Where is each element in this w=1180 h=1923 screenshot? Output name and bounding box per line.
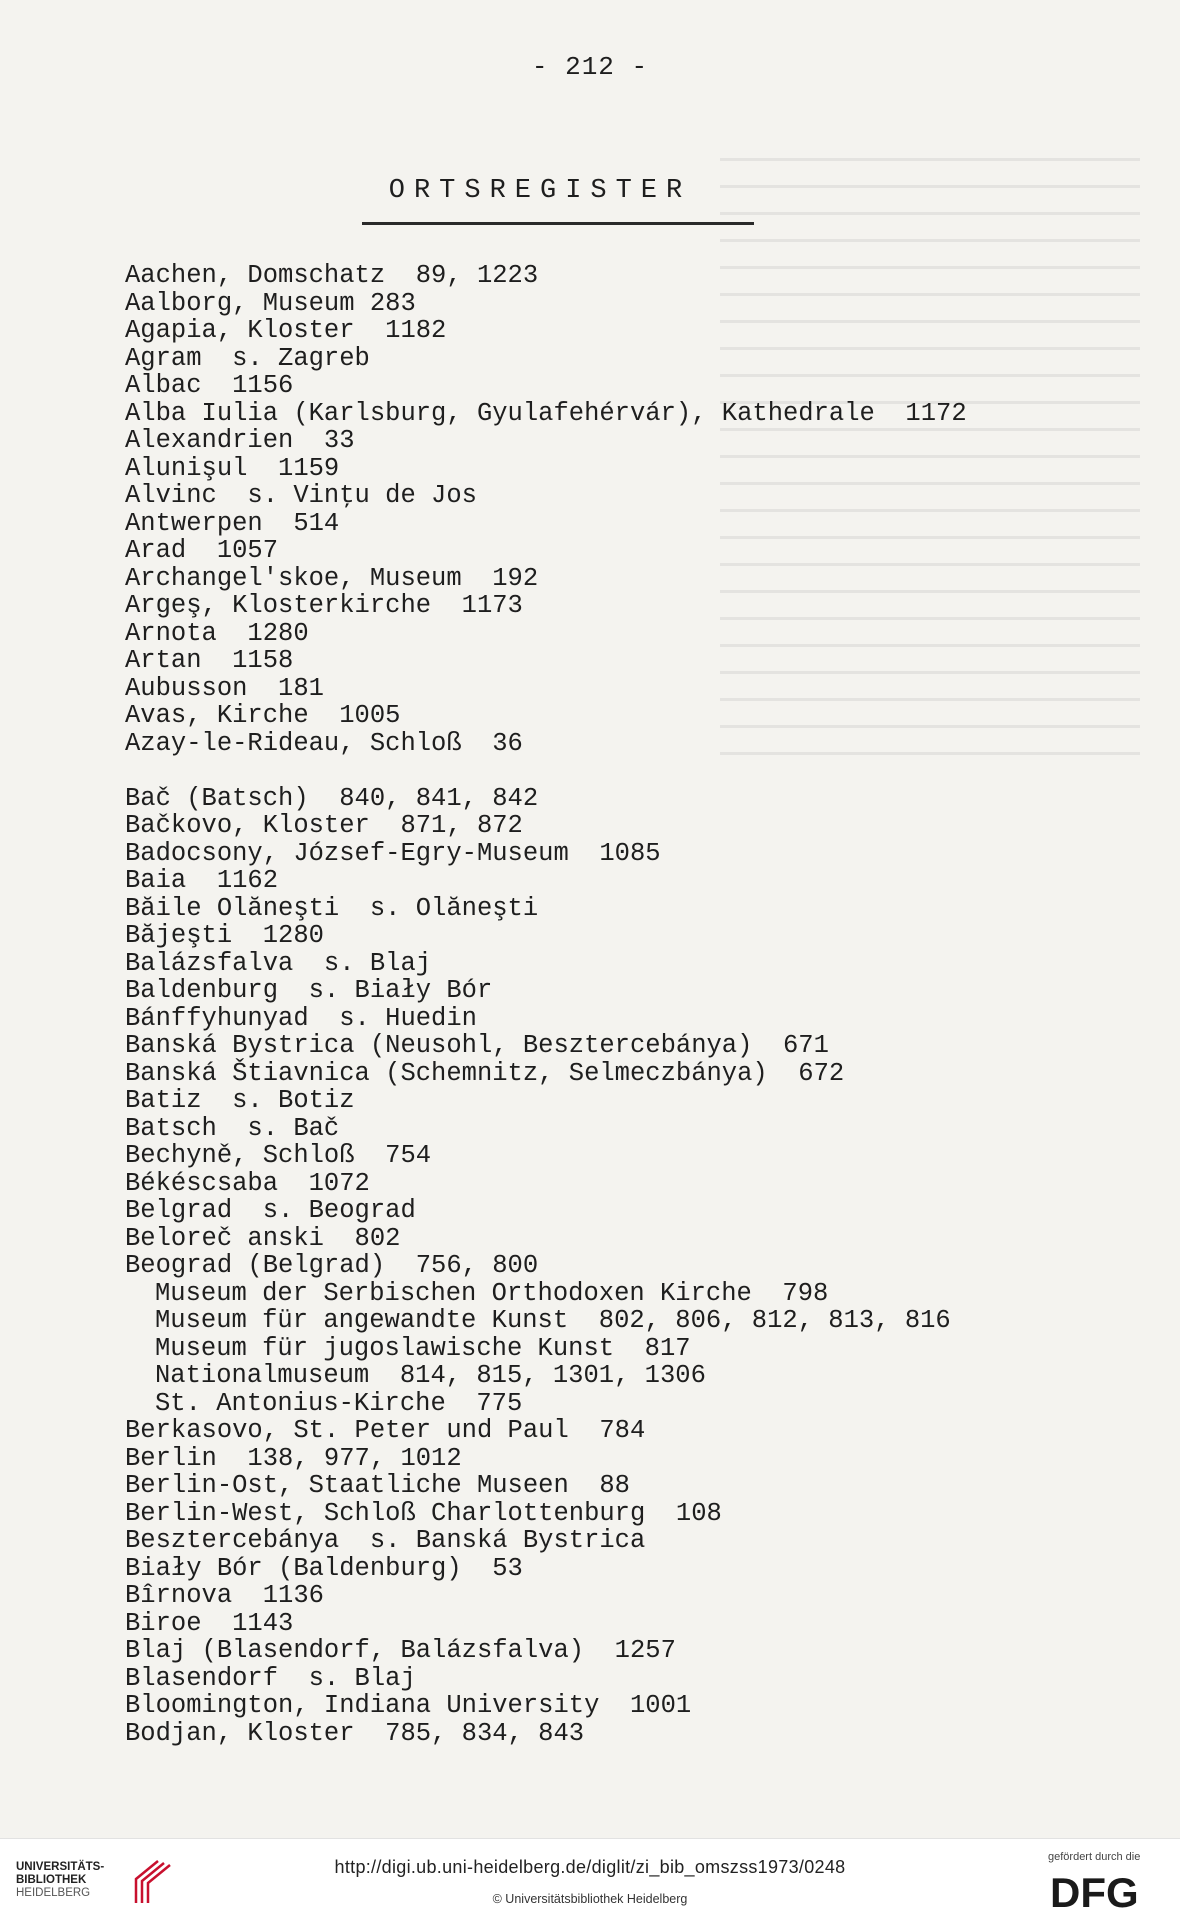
index-subentry: Museum der Serbischen Orthodoxen Kirche 798 <box>155 1278 829 1308</box>
index-entry: Banská Štiavnica (Schemnitz, Selmeczbánya) 672 <box>125 1058 845 1088</box>
index-entry: Agapia, Kloster 1182 <box>125 316 447 345</box>
index-entry: Bač (Batsch) 840, 841, 842 <box>125 783 539 813</box>
index-entry: Argeş, Klosterkirche 1173 <box>125 591 523 620</box>
heading-underline <box>362 222 754 225</box>
index-entry: Avas, Kirche 1005 <box>125 701 401 730</box>
index-entry: Biroe 1143 <box>125 1608 294 1638</box>
dfg-logo-text: DFG <box>1050 1869 1139 1913</box>
index-entry: Alunişul 1159 <box>125 453 340 483</box>
library-name-line-2: BIBLIOTHEK <box>16 1874 87 1886</box>
index-entry: Bánffyhunyad s. Huedin <box>125 1003 477 1033</box>
funder-logo <box>1048 1851 1168 1915</box>
index-entry: Bîrnova 1136 <box>125 1581 324 1610</box>
library-name-line-3: HEIDELBERG <box>16 1887 91 1899</box>
index-entry: Berlin 138, 977, 1012 <box>125 1443 462 1473</box>
index-entry: Bodjan, Kloster 785, 834, 843 <box>125 1718 585 1748</box>
copyright-notice: © Universitätsbibliothek Heidelberg <box>492 1892 688 1906</box>
index-entry: Blasendorf s. Blaj <box>125 1663 416 1693</box>
index-subentry: Museum für angewandte Kunst 802, 806, 812, 813, 816 <box>155 1306 951 1335</box>
index-entry: Bačkovo, Kloster 871, 872 <box>125 811 523 840</box>
index-entry: Aalborg, Museum 283 <box>125 288 416 318</box>
index-entry: Albac 1156 <box>125 371 294 400</box>
index-entry: Azay-le-Rideau, Schloß 36 <box>125 728 523 758</box>
library-name-line-1: UNIVERSITÄTS- <box>16 1861 105 1873</box>
index-entry: Belgrad s. Beograd <box>125 1196 416 1225</box>
index-entry: Banská Bystrica (Neusohl, Besztercebánya) 671 <box>125 1031 829 1060</box>
index-entry: Artan 1158 <box>125 646 294 675</box>
index-entry: Baia 1162 <box>125 866 279 895</box>
index-entry: Bechyně, Schloß 754 <box>125 1141 432 1170</box>
index-entry: Aubusson 181 <box>125 673 324 703</box>
index-entry: Alexandrien 33 <box>125 426 355 455</box>
index-entry: Archangel'skoe, Museum 192 <box>125 563 539 593</box>
index-entry: Biały Bór (Baldenburg) 53 <box>125 1553 523 1583</box>
index-entry: Alvinc s. Vinţu de Jos <box>125 481 477 510</box>
index-entry: Balázsfalva s. Blaj <box>125 948 432 978</box>
index-subentry: St. Antonius-Kirche 775 <box>155 1388 523 1418</box>
index-entry: Berkasovo, St. Peter und Paul 784 <box>125 1416 646 1445</box>
index-entry: Besztercebánya s. Banská Bystrica <box>125 1526 646 1555</box>
index-entry: Batiz s. Botiz <box>125 1086 355 1115</box>
index-entry: Aachen, Domschatz 89, 1223 <box>125 261 539 290</box>
index-subentry: Museum für jugoslawische Kunst 817 <box>155 1333 691 1363</box>
index-entry: Alba Iulia (Karlsburg, Gyulafehérvár), Kathedrale 1172 <box>125 398 967 428</box>
funder-label: gefördert durch die <box>1048 1851 1141 1863</box>
index-entry: Berlin-West, Schloß Charlottenburg 108 <box>125 1498 722 1528</box>
permalink-url[interactable]: http://digi.ub.uni-heidelberg.de/diglit/zi_bib_omszss1973/0248 <box>334 1857 846 1877</box>
index-entry: Békéscsaba 1072 <box>125 1168 370 1198</box>
index-entries <box>125 262 1145 1747</box>
dfg-logo-icon <box>1048 1867 1166 1913</box>
index-entry: Beloreč anski 802 <box>125 1223 401 1253</box>
index-entry: Berlin-Ost, Staatliche Museen 88 <box>125 1471 630 1500</box>
index-entry: Blaj (Blasendorf, Balázsfalva) 1257 <box>125 1636 676 1665</box>
index-subentry: Nationalmuseum 814, 815, 1301, 1306 <box>155 1361 706 1390</box>
footer-bar <box>0 1838 1180 1923</box>
index-entry: Băjeşti 1280 <box>125 921 324 950</box>
index-entry: Antwerpen 514 <box>125 508 340 538</box>
index-entry: Badocsony, József-Egry-Museum 1085 <box>125 838 661 868</box>
page-number: - 212 - <box>531 52 649 82</box>
index-entry: Batsch s. Bač <box>125 1113 340 1143</box>
index-entry: Bloomington, Indiana University 1001 <box>125 1691 692 1720</box>
index-entry: Agram s. Zagreb <box>125 343 370 373</box>
index-entry: Baldenburg s. Biały Bór <box>125 976 493 1005</box>
page-heading: ORTSREGISTER <box>388 176 692 206</box>
index-entry: Arad 1057 <box>125 536 279 565</box>
index-entry: Arnota 1280 <box>125 618 309 648</box>
index-entry: Beograd (Belgrad) 756, 800 <box>125 1251 539 1280</box>
index-entry: Băile Olăneşti s. Olăneşti <box>125 893 539 923</box>
